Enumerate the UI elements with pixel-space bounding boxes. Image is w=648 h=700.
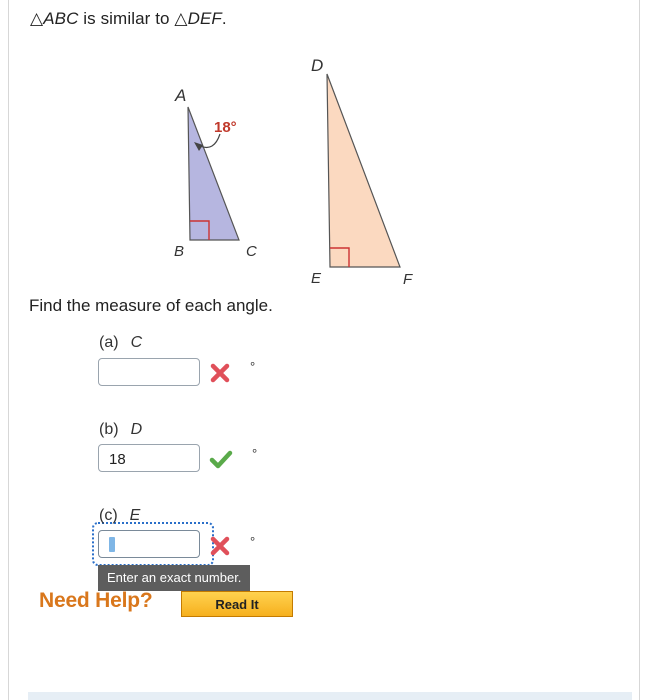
vertex-label-d: D (311, 56, 324, 75)
incorrect-x-icon (209, 535, 231, 557)
degree-unit-c: ° (250, 534, 256, 549)
degree-unit-a: ° (250, 359, 256, 374)
question-prompt: Find the measure of each angle. (29, 296, 273, 315)
vertex-label-b: B (174, 243, 185, 260)
vertex-label-e: E (311, 270, 322, 287)
input-hint-tooltip: Enter an exact number. (98, 565, 250, 591)
vertex-label-c: C (246, 243, 257, 260)
bottom-bar (28, 692, 632, 700)
triangle-def (327, 74, 400, 267)
answer-input-c[interactable] (98, 530, 200, 558)
text-cursor (109, 537, 115, 552)
vertex-label-f: F (403, 271, 413, 288)
problem-statement: △ABC is similar to △DEF. (30, 9, 227, 28)
part-c-label: (c) E (99, 507, 141, 524)
incorrect-x-icon (209, 362, 231, 384)
need-help-label: Need Help? (39, 589, 153, 612)
part-b-label: (b) D (99, 421, 143, 438)
degree-unit-b: ° (252, 446, 258, 461)
correct-check-icon (209, 448, 233, 470)
answer-input-b[interactable]: 18 (98, 444, 200, 472)
read-it-button[interactable]: Read It (181, 591, 293, 617)
vertex-label-a: A (175, 86, 187, 105)
similar-triangles-figure (160, 50, 430, 290)
answer-input-a[interactable] (98, 358, 200, 386)
part-a-label: (a) C (99, 334, 143, 351)
angle-label: 18° (214, 119, 237, 136)
